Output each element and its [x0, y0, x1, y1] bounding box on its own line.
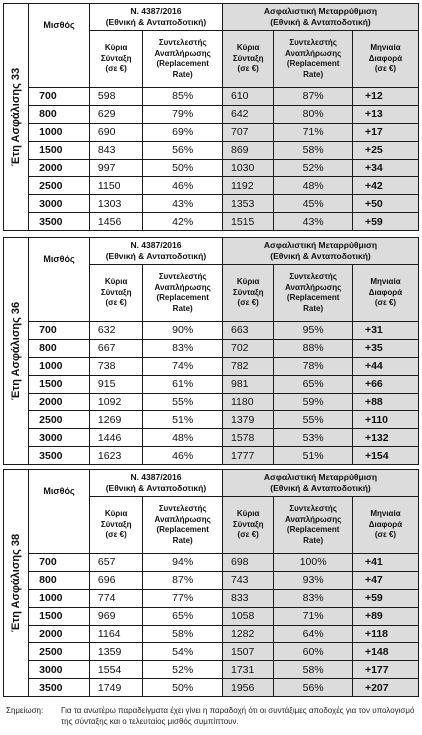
law-pension-cell: 1749: [89, 679, 142, 697]
law-pension-cell: 1359: [89, 643, 142, 661]
table-row: [4, 177, 419, 195]
monthly-difference-cell: +59: [352, 589, 418, 607]
table-row: [4, 105, 419, 123]
footnote-text: Για τα ανωτέρω παραδείγματα έχει γίνει η παραδοχή ότι οι συντάξιμες αποδοχές για τον υπολογισμό της σύνταξης και ο τελευταίος μισθός συμπίπτουν.: [61, 706, 415, 726]
reform-rate-cell: 52%: [274, 159, 353, 177]
reform-pension-cell: 1515: [223, 213, 274, 231]
monthly-difference-cell: +59: [352, 213, 418, 231]
reform-rate-cell: 83%: [274, 589, 353, 607]
salary-cell: 2000: [29, 625, 90, 643]
law-pension-cell: 1303: [89, 195, 142, 213]
law-rate-cell: 94%: [143, 554, 223, 572]
monthly-difference-cell: +177: [352, 661, 418, 679]
law-rate-cell: 42%: [143, 213, 223, 231]
reform-rate-cell: 64%: [274, 625, 353, 643]
law-pension-cell: 774: [89, 589, 142, 607]
law-rate-cell: 83%: [143, 339, 223, 357]
law-pension-cell: 690: [89, 123, 142, 141]
monthly-difference-cell: +44: [352, 357, 418, 375]
monthly-difference-header: Μηνιαία Διαφορά (σε €): [352, 31, 418, 88]
law-rate-cell: 69%: [143, 123, 223, 141]
reform-rate-cell: 55%: [274, 411, 353, 429]
law-pension-cell: 1446: [89, 429, 142, 447]
salary-cell: 800: [29, 105, 90, 123]
law-4387-header: Ν. 4387/2016 (Εθνική & Ανταποδοτική): [89, 470, 222, 497]
insurance-years-text: Έτη Ασφάλισης 38: [10, 533, 23, 633]
table-row: [4, 88, 419, 106]
law-rate-cell: 55%: [143, 393, 223, 411]
salary-header: Μισθός: [29, 238, 90, 322]
reform-pension-cell: 698: [223, 554, 274, 572]
table-row: [4, 625, 419, 643]
law-rate-cell: 46%: [143, 177, 223, 195]
reform-header: Ασφαλιστική Μεταρρύθμιση (Εθνική & Ανταποδοτική): [223, 238, 419, 265]
reform-rate-cell: 59%: [274, 393, 353, 411]
salary-cell: 1000: [29, 357, 90, 375]
insurance-years-label: [4, 238, 29, 465]
salary-cell: 3000: [29, 661, 90, 679]
reform-replacement-rate-header: Συντελεστής Αναπλήρωσης (Replacement Rate): [274, 265, 353, 322]
reform-pension-cell: 1507: [223, 643, 274, 661]
table-row: [4, 607, 419, 625]
law-rate-cell: 50%: [143, 679, 223, 697]
reform-rate-cell: 43%: [274, 213, 353, 231]
reform-pension-cell: 1282: [223, 625, 274, 643]
law-rate-cell: 58%: [143, 625, 223, 643]
reform-pension-cell: 1578: [223, 429, 274, 447]
reform-rate-cell: 71%: [274, 123, 353, 141]
monthly-difference-cell: +88: [352, 393, 418, 411]
law-rate-cell: 51%: [143, 411, 223, 429]
reform-header: Ασφαλιστική Μεταρρύθμιση (Εθνική & Ανταποδοτική): [223, 470, 419, 497]
law-rate-cell: 85%: [143, 88, 223, 106]
table-row: [4, 589, 419, 607]
law-pension-cell: 1164: [89, 625, 142, 643]
monthly-difference-cell: +66: [352, 375, 418, 393]
salary-cell: 700: [29, 322, 90, 340]
law-pension-cell: 1456: [89, 213, 142, 231]
law-pension-cell: 915: [89, 375, 142, 393]
table-row: [4, 375, 419, 393]
monthly-difference-cell: +110: [352, 411, 418, 429]
table-row: [4, 571, 419, 589]
salary-header: Μισθός: [29, 470, 90, 554]
law-pension-cell: 1150: [89, 177, 142, 195]
reform-rate-cell: 100%: [274, 554, 353, 572]
reform-rate-cell: 71%: [274, 607, 353, 625]
pension-table-block: [3, 469, 419, 697]
salary-cell: 1500: [29, 375, 90, 393]
reform-pension-cell: 981: [223, 375, 274, 393]
law-rate-cell: 65%: [143, 607, 223, 625]
reform-pension-cell: 1192: [223, 177, 274, 195]
table-row: [4, 643, 419, 661]
monthly-difference-header: Μηνιαία Διαφορά (σε €): [352, 497, 418, 554]
reform-main-pension-header: Κύρια Σύνταξη (σε €): [223, 497, 274, 554]
monthly-difference-cell: +132: [352, 429, 418, 447]
law-pension-cell: 843: [89, 141, 142, 159]
reform-rate-cell: 88%: [274, 339, 353, 357]
reform-replacement-rate-header: Συντελεστής Αναπλήρωσης (Replacement Rate): [274, 31, 353, 88]
salary-cell: 3500: [29, 679, 90, 697]
reform-pension-cell: 702: [223, 339, 274, 357]
reform-pension-cell: 1956: [223, 679, 274, 697]
footnote-label: Σημείωση:: [6, 706, 44, 715]
salary-cell: 2500: [29, 643, 90, 661]
pension-table: [3, 3, 419, 231]
law-rate-cell: 54%: [143, 643, 223, 661]
law-replacement-rate-header: Συντελεστής Αναπλήρωσης (Replacement Rate): [143, 265, 223, 322]
reform-rate-cell: 95%: [274, 322, 353, 340]
law-rate-cell: 77%: [143, 589, 223, 607]
monthly-difference-cell: +17: [352, 123, 418, 141]
law-rate-cell: 87%: [143, 571, 223, 589]
reform-pension-cell: 610: [223, 88, 274, 106]
reform-rate-cell: 45%: [274, 195, 353, 213]
pension-table-block: [3, 237, 419, 465]
monthly-difference-cell: +207: [352, 679, 418, 697]
table-row: [4, 159, 419, 177]
salary-cell: 1500: [29, 607, 90, 625]
table-row: [4, 447, 419, 465]
law-rate-cell: 90%: [143, 322, 223, 340]
table-row: [4, 429, 419, 447]
reform-pension-cell: 642: [223, 105, 274, 123]
reform-header: Ασφαλιστική Μεταρρύθμιση (Εθνική & Ανταποδοτική): [223, 4, 419, 31]
monthly-difference-cell: +41: [352, 554, 418, 572]
salary-cell: 700: [29, 88, 90, 106]
pension-table: [3, 469, 419, 697]
law-rate-cell: 79%: [143, 105, 223, 123]
monthly-difference-header: Μηνιαία Διαφορά (σε €): [352, 265, 418, 322]
law-pension-cell: 997: [89, 159, 142, 177]
salary-cell: 2500: [29, 177, 90, 195]
monthly-difference-cell: +42: [352, 177, 418, 195]
law-pension-cell: 696: [89, 571, 142, 589]
monthly-difference-cell: +25: [352, 141, 418, 159]
law-rate-cell: 43%: [143, 195, 223, 213]
law-rate-cell: 61%: [143, 375, 223, 393]
reform-rate-cell: 78%: [274, 357, 353, 375]
reform-replacement-rate-header: Συντελεστής Αναπλήρωσης (Replacement Rate): [274, 497, 353, 554]
reform-pension-cell: 1777: [223, 447, 274, 465]
reform-rate-cell: 80%: [274, 105, 353, 123]
reform-main-pension-header: Κύρια Σύνταξη (σε €): [223, 265, 274, 322]
monthly-difference-cell: +154: [352, 447, 418, 465]
reform-pension-cell: 1058: [223, 607, 274, 625]
salary-cell: 800: [29, 571, 90, 589]
reform-pension-cell: 707: [223, 123, 274, 141]
salary-cell: 3000: [29, 429, 90, 447]
law-pension-cell: 1269: [89, 411, 142, 429]
salary-cell: 2000: [29, 393, 90, 411]
insurance-years-label: [4, 4, 29, 231]
monthly-difference-cell: +47: [352, 571, 418, 589]
law-replacement-rate-header: Συντελεστής Αναπλήρωσης (Replacement Rate): [143, 497, 223, 554]
table-row: [4, 411, 419, 429]
reform-rate-cell: 48%: [274, 177, 353, 195]
table-row: [4, 123, 419, 141]
salary-cell: 1000: [29, 123, 90, 141]
reform-pension-cell: 869: [223, 141, 274, 159]
salary-cell: 1500: [29, 141, 90, 159]
law-pension-cell: 629: [89, 105, 142, 123]
table-row: [4, 213, 419, 231]
law-replacement-rate-header: Συντελεστής Αναπλήρωσης (Replacement Rate): [143, 31, 223, 88]
table-row: [4, 661, 419, 679]
monthly-difference-cell: +50: [352, 195, 418, 213]
reform-pension-cell: 1180: [223, 393, 274, 411]
table-row: [4, 357, 419, 375]
law-rate-cell: 74%: [143, 357, 223, 375]
law-rate-cell: 50%: [143, 159, 223, 177]
law-rate-cell: 52%: [143, 661, 223, 679]
monthly-difference-cell: +89: [352, 607, 418, 625]
reform-rate-cell: 87%: [274, 88, 353, 106]
salary-cell: 3500: [29, 213, 90, 231]
monthly-difference-cell: +34: [352, 159, 418, 177]
reform-rate-cell: 58%: [274, 661, 353, 679]
reform-rate-cell: 51%: [274, 447, 353, 465]
law-rate-cell: 48%: [143, 429, 223, 447]
reform-pension-cell: 1379: [223, 411, 274, 429]
reform-rate-cell: 53%: [274, 429, 353, 447]
law-pension-cell: 1554: [89, 661, 142, 679]
reform-rate-cell: 56%: [274, 679, 353, 697]
insurance-years-text: Έτη Ασφάλισης 36: [10, 301, 23, 401]
reform-pension-cell: 1731: [223, 661, 274, 679]
salary-cell: 2000: [29, 159, 90, 177]
table-row: [4, 679, 419, 697]
monthly-difference-cell: +35: [352, 339, 418, 357]
monthly-difference-cell: +31: [352, 322, 418, 340]
law-pension-cell: 657: [89, 554, 142, 572]
reform-pension-cell: 833: [223, 589, 274, 607]
monthly-difference-cell: +12: [352, 88, 418, 106]
reform-main-pension-header: Κύρια Σύνταξη (σε €): [223, 31, 274, 88]
salary-cell: 3000: [29, 195, 90, 213]
monthly-difference-cell: +148: [352, 643, 418, 661]
monthly-difference-cell: +13: [352, 105, 418, 123]
reform-rate-cell: 58%: [274, 141, 353, 159]
table-row: [4, 195, 419, 213]
insurance-years-text: Έτη Ασφάλισης 33: [10, 67, 23, 167]
table-row: [4, 393, 419, 411]
law-pension-cell: 667: [89, 339, 142, 357]
table-row: [4, 554, 419, 572]
salary-cell: 700: [29, 554, 90, 572]
law-pension-cell: 738: [89, 357, 142, 375]
law-pension-cell: 598: [89, 88, 142, 106]
law-pension-cell: 1623: [89, 447, 142, 465]
table-row: [4, 322, 419, 340]
reform-pension-cell: 782: [223, 357, 274, 375]
table-row: [4, 141, 419, 159]
salary-cell: 3500: [29, 447, 90, 465]
law-rate-cell: 46%: [143, 447, 223, 465]
salary-cell: 800: [29, 339, 90, 357]
salary-header: Μισθός: [29, 4, 90, 88]
law-pension-cell: 632: [89, 322, 142, 340]
reform-pension-cell: 743: [223, 571, 274, 589]
pension-table-block: [3, 3, 419, 231]
reform-rate-cell: 60%: [274, 643, 353, 661]
law-main-pension-header: Κύρια Σύνταξη (σε €): [89, 265, 142, 322]
reform-pension-cell: 1030: [223, 159, 274, 177]
salary-cell: 2500: [29, 411, 90, 429]
law-pension-cell: 1092: [89, 393, 142, 411]
law-4387-header: Ν. 4387/2016 (Εθνική & Ανταποδοτική): [89, 4, 222, 31]
reform-rate-cell: 65%: [274, 375, 353, 393]
table-row: [4, 339, 419, 357]
law-main-pension-header: Κύρια Σύνταξη (σε €): [89, 497, 142, 554]
law-rate-cell: 56%: [143, 141, 223, 159]
reform-rate-cell: 93%: [274, 571, 353, 589]
pension-table: [3, 237, 419, 465]
law-main-pension-header: Κύρια Σύνταξη (σε €): [89, 31, 142, 88]
law-pension-cell: 969: [89, 607, 142, 625]
monthly-difference-cell: +118: [352, 625, 418, 643]
reform-pension-cell: 1353: [223, 195, 274, 213]
reform-pension-cell: 663: [223, 322, 274, 340]
insurance-years-label: [4, 470, 29, 697]
law-4387-header: Ν. 4387/2016 (Εθνική & Ανταποδοτική): [89, 238, 222, 265]
salary-cell: 1000: [29, 589, 90, 607]
